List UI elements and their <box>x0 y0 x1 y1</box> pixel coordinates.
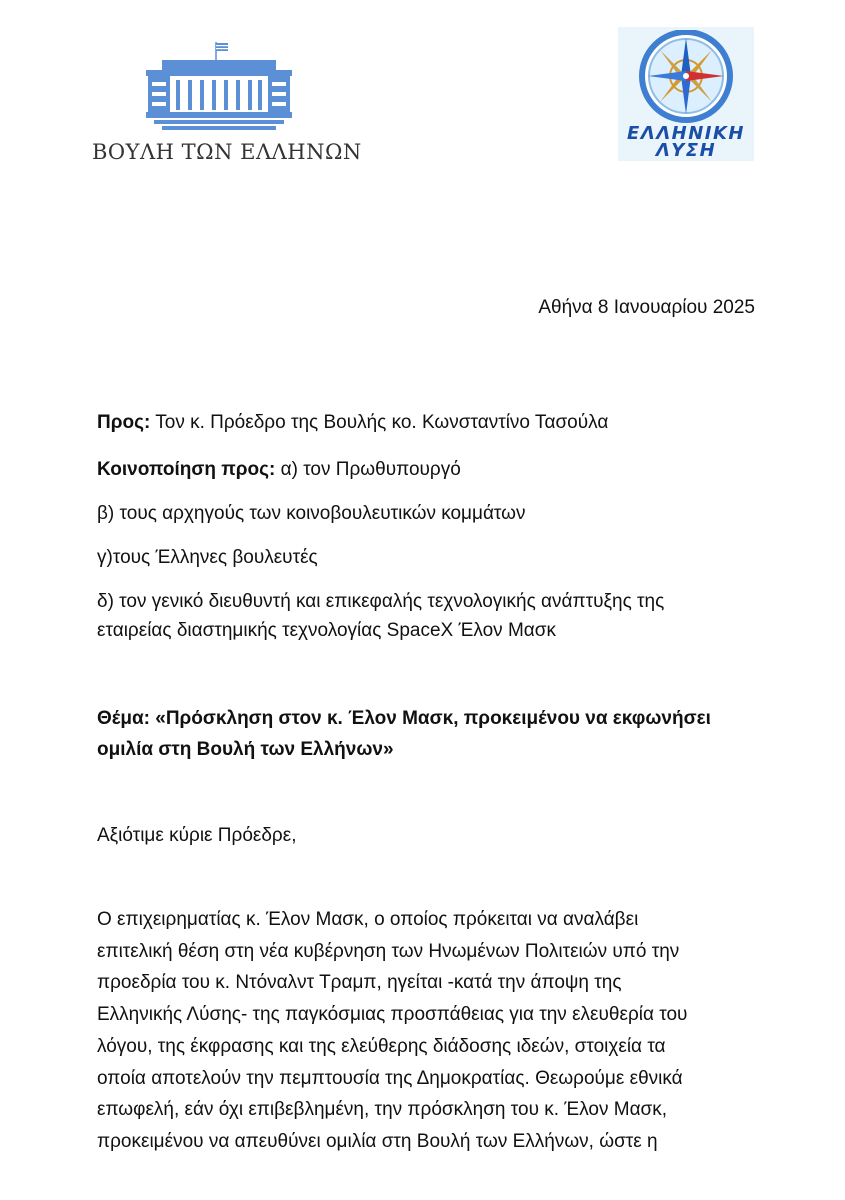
compass-rose-icon <box>630 30 742 126</box>
cc-d-line1: δ) τον γενικό διευθυντή και επικεφαλής τεχνολογικής ανάπτυξης της <box>97 591 665 612</box>
recipient-line <box>97 412 608 434</box>
to-text: Τον κ. Πρόεδρο της Βουλής κο. Κωνσταντίνο Τασούλα <box>150 412 609 433</box>
body-line: επωφελή, εάν όχι επιβεβλημένη, την πρόσκληση του κ. Έλον Μασκ, <box>97 1099 668 1121</box>
body-paragraph <box>97 904 769 1158</box>
party-name-line1: ΕΛΛΗΝΙΚΗ <box>627 123 745 144</box>
to-label: Προς: <box>97 412 151 433</box>
cc-line <box>97 459 461 481</box>
body-line: προεδρία του κ. Ντόναλντ Τραμπ, ηγείται -κατά την άποψη της <box>97 972 622 994</box>
parliament-building-icon <box>144 40 294 132</box>
body-line: προκειμένου να απευθύνει ομιλία στη Βουλή των Ελλήνων, ώστε η <box>97 1130 658 1152</box>
body-line: λόγου, της έκφρασης και της ελεύθερης διάδοσης ιδεών, στοιχεία τα <box>97 1035 666 1057</box>
body-line: Ελληνικής Λύσης- της παγκόσμιας προσπάθειας για την ελευθερία του <box>97 1004 688 1026</box>
party-logo <box>618 27 754 161</box>
cc-d-line2: εταιρείας διαστημικής τεχνολογίας SpaceX Έλον Μασκ <box>97 620 556 641</box>
body-line: Ο επιχειρηματίας κ. Έλον Μασκ, ο οποίος πρόκειται να αναλάβει <box>97 909 639 930</box>
party-name-line2: ΛΥΣΗ <box>655 140 717 161</box>
body-line: επιτελική θέση στη νέα κυβέρνηση των Ηνωμένων Πολιτειών υπό την <box>97 940 680 962</box>
cc-label: Κοινοποίηση προς: <box>97 459 276 480</box>
cc-c: γ)τους Έλληνες βουλευτές <box>97 547 318 568</box>
salutation: Αξιότιμε κύριε Πρόεδρε, <box>97 825 297 846</box>
letter-date: Αθήνα 8 Ιανουαρίου 2025 <box>538 297 755 318</box>
subject-line2: ομιλία στη Βουλή των Ελλήνων» <box>97 739 394 760</box>
cc-a: α) τον Πρωθυπουργό <box>275 459 461 480</box>
body-line: οποία αποτελούν την πεμπτουσία της Δημοκρατίας. Θεωρούμε εθνικά <box>97 1067 683 1089</box>
parliament-logo <box>92 40 362 170</box>
parliament-name: ΒΟΥΛΗ ΤΩΝ ΕΛΛΗΝΩΝ <box>92 140 362 164</box>
subject-line1: Θέμα: «Πρόσκληση στον κ. Έλον Μασκ, προκειμένου να εκφωνήσει <box>97 708 711 729</box>
cc-b: β) τους αρχηγούς των κοινοβουλευτικών κομμάτων <box>97 503 526 524</box>
